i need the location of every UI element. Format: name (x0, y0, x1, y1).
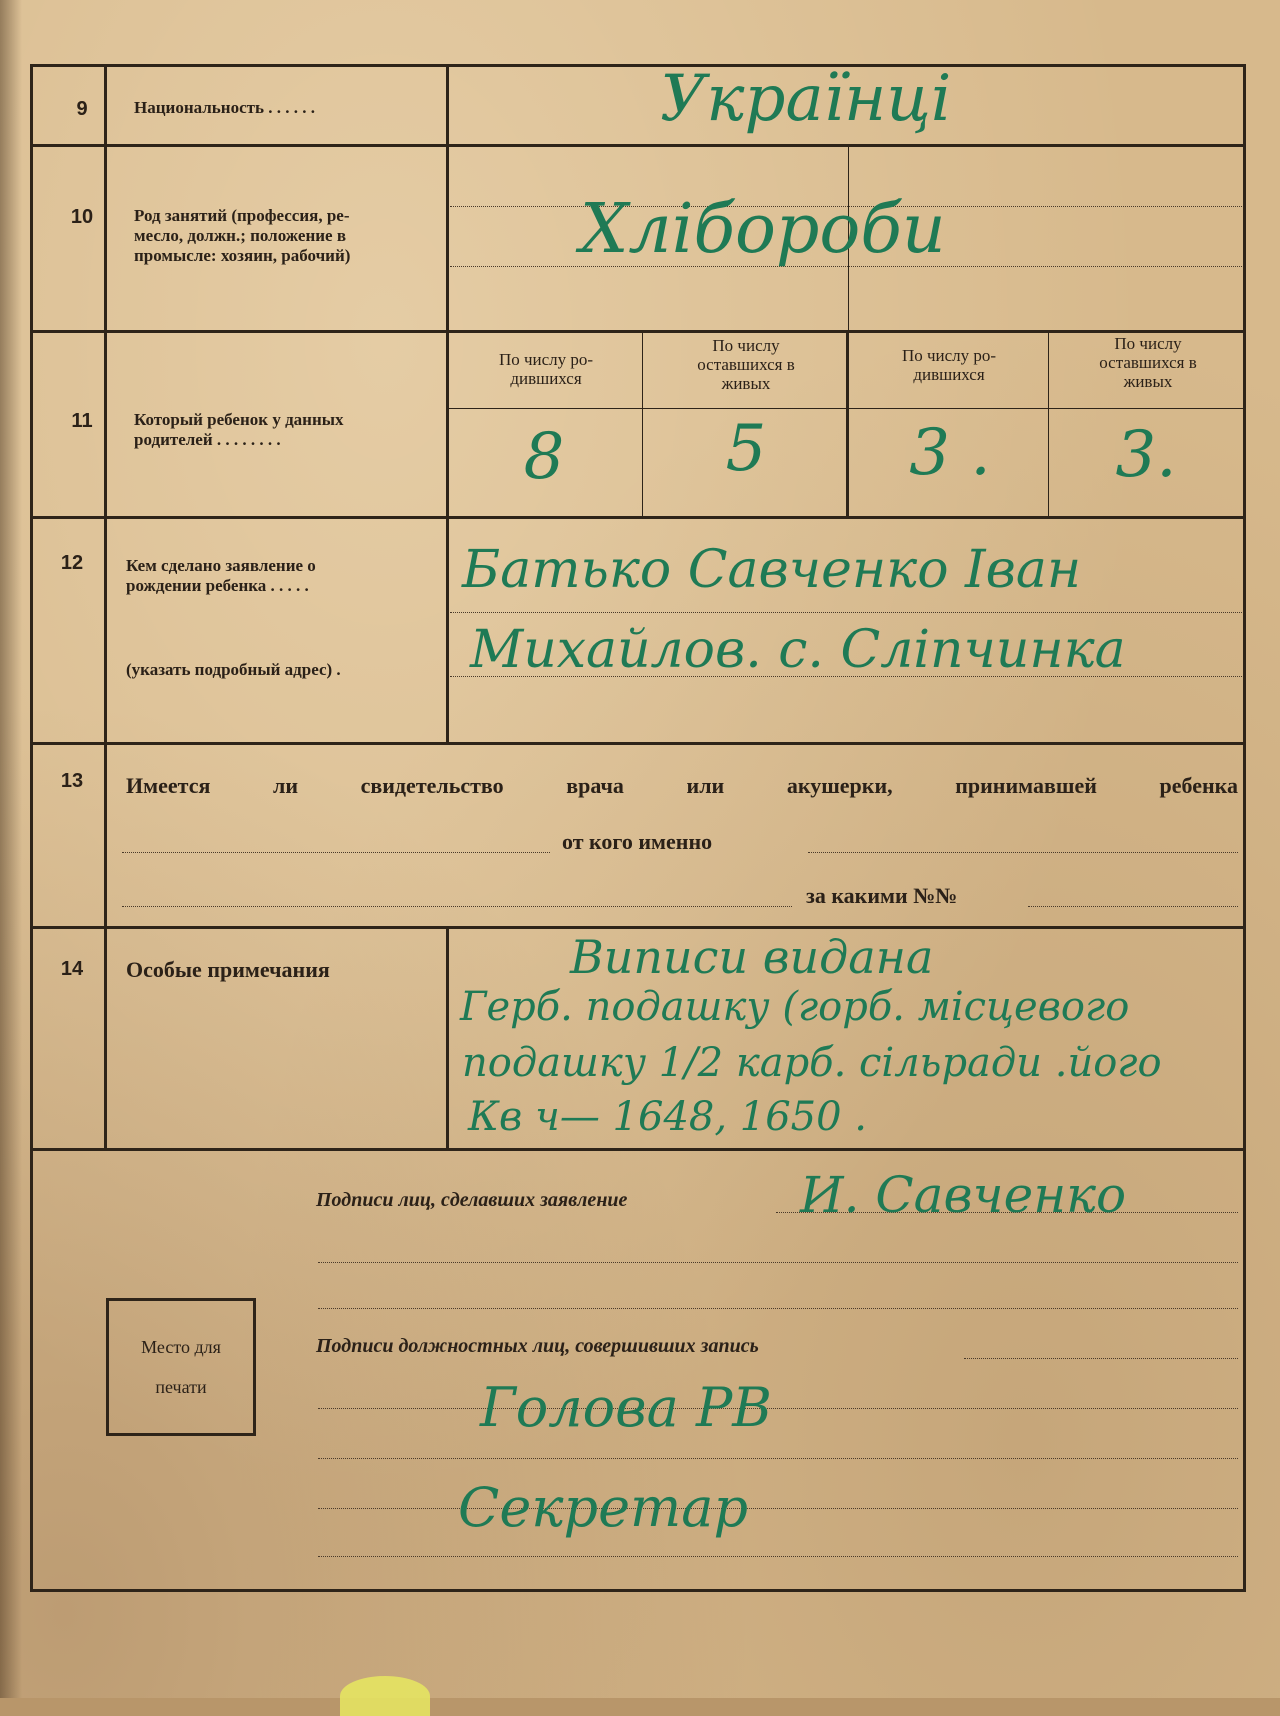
row11-col-divider (642, 330, 643, 516)
row11-value-3: 3 . (909, 416, 991, 490)
row-number-14: 14 (60, 958, 84, 980)
row-divider (30, 742, 1246, 745)
row14-handwriting-line4: Кв ч— 1648, 1650 . (468, 1094, 868, 1140)
writing-line (450, 612, 1242, 613)
row10-label (134, 206, 439, 266)
row13-question: Имеется ли свидетельство врача или акушерки, принимавшей ребенка (126, 773, 1238, 798)
colhead-line: живых (1123, 372, 1173, 391)
row11-value-1: 8 (523, 420, 565, 494)
row9-label: Национальность . . . . . . (134, 98, 315, 117)
writing-line (122, 852, 550, 853)
row14-handwriting-line3: подашку 1/2 карб. сільради .його (462, 1040, 1162, 1086)
row-divider (30, 516, 1246, 519)
row12-label-line: рождении ребенка . . . . . (126, 576, 309, 595)
officials-signature-2: Секретар (458, 1476, 749, 1539)
row14-handwriting-line2: Герб. подашку (горб. місцевого (460, 984, 1130, 1030)
row12-address-label: (указать подробный адрес) . (126, 660, 341, 679)
applicants-signature: И. Савченко (800, 1166, 1127, 1224)
row10-label-line: промысле: хозяин, рабочий) (134, 246, 351, 265)
page-edge-shadow (0, 0, 22, 1698)
row-number-10: 10 (70, 206, 94, 228)
row-divider (30, 926, 1246, 929)
officials-signature-1: Голова РВ (480, 1376, 772, 1439)
stamp-label-line: печати (155, 1377, 207, 1397)
colhead-line: дившихся (913, 365, 985, 384)
writing-line (318, 1458, 1238, 1459)
row14-label: Особые примечания (126, 957, 330, 982)
row-number-11: 11 (71, 410, 93, 432)
row12-label (126, 556, 441, 596)
row10-label-line: Род занятий (профессия, ре- (134, 206, 350, 225)
writing-line (318, 1408, 1238, 1409)
colhead-line: живых (721, 374, 771, 393)
officials-signature-label: Подписи должностных лиц, совершивших запись (316, 1335, 759, 1357)
colhead-line: По числу (712, 336, 780, 355)
colhead-line: оставшихся в (697, 355, 795, 374)
row-number-9: 9 (76, 98, 88, 120)
row13-which-numbers: за какими №№ (806, 883, 958, 908)
row9-handwriting: Українці (660, 62, 952, 136)
writing-line (318, 1262, 1238, 1263)
row11-colhead-alive-2 (1052, 334, 1244, 391)
colhead-line: По числу ро- (498, 350, 594, 369)
binder-ring (340, 1676, 430, 1716)
row14-handwriting-line1: Виписи видана (570, 930, 934, 984)
row11-col-divider (846, 330, 849, 516)
writing-line (808, 852, 1238, 853)
row13-from-whom: от кого именно (562, 829, 713, 854)
row11-col-divider (1048, 330, 1049, 516)
writing-line (318, 1308, 1238, 1309)
row-number-12: 12 (60, 552, 84, 574)
writing-line (1028, 906, 1238, 907)
colhead-line: дившихся (510, 369, 582, 388)
row-number-13: 13 (60, 770, 84, 792)
colhead-line: оставшихся в (1099, 353, 1197, 372)
stamp-place-box (106, 1298, 256, 1436)
row10-handwriting: Хлібороби (580, 190, 946, 269)
colhead-line: По числу ро- (901, 346, 997, 365)
writing-line (964, 1358, 1238, 1359)
row11-value-4: 3. (1115, 418, 1177, 492)
row11-value-2: 5 (725, 412, 767, 486)
row12-handwriting-line1: Батько Савченко Іван (462, 540, 1082, 600)
row11-label-line: родителей . . . . . . . . (134, 430, 281, 449)
row11-header-line (446, 408, 1246, 409)
stamp-label-line: Место для (141, 1337, 221, 1357)
row11-colhead-born-2 (850, 346, 1048, 384)
row-divider (30, 1148, 1246, 1151)
row11-colhead-alive-1 (646, 336, 846, 393)
row-divider (30, 330, 1246, 333)
row11-colhead-born-1 (450, 350, 642, 388)
row12-label-line: Кем сделано заявление о (126, 556, 316, 575)
colhead-line: По числу (1114, 334, 1182, 353)
row11-label-line: Который ребенок у данных (134, 410, 344, 429)
writing-line (318, 1508, 1238, 1509)
applicants-signature-label: Подписи лиц, сделавших заявление (316, 1189, 628, 1211)
row10-label-line: месло, должн.; положение в (134, 226, 347, 245)
label-column-divider (446, 926, 449, 1148)
writing-line (122, 906, 792, 907)
label-column-divider (446, 64, 449, 742)
row11-label (134, 410, 439, 450)
writing-line (318, 1556, 1238, 1557)
row12-handwriting-line2: Михайлов. с. Сліпчинка (470, 620, 1126, 680)
row-divider (30, 144, 1246, 147)
